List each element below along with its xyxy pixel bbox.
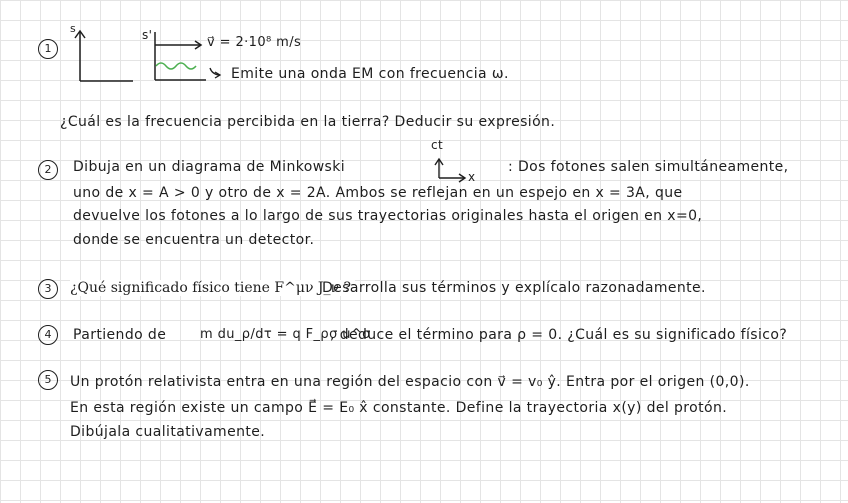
problem-3-printed-question: ¿Qué significado físico tiene F^μν J_ν ? [70, 280, 355, 296]
problem-1-question: ¿Cuál es la frecuencia percibida en la tierra? Deducir su expresión. [60, 114, 556, 130]
problem-2-line-4: donde se encuentra un detector. [73, 232, 315, 248]
wave-icon [156, 63, 196, 69]
problem-2-line-2: uno de x = A > 0 y otro de x = 2A. Ambos se reflejan en un espejo en x = 3A, que [73, 185, 683, 201]
emission-text: Emite una onda EM con frecuencia ω. [231, 66, 509, 82]
problem-3-handwritten: Desarrolla sus términos y explícalo razonadamente. [322, 280, 706, 296]
problem-4-text-b: , deduce el término para ρ = 0. ¿Cuál es su significado físico? [330, 327, 788, 343]
problem-2-line-1a: Dibuja en un diagrama de Minkowski [73, 159, 346, 175]
velocity-label: v⃗ = 2·10⁸ m/s [207, 35, 302, 50]
problem-4-text-a: Partiendo de [73, 327, 167, 343]
problem-5-line-2: En esta región existe un campo E⃗ = E₀ x̂ constante. Define la trayectoria x(y) del protón. [70, 400, 728, 416]
problem-4-number: 4 [38, 325, 58, 345]
problem-5-line-1: Un protón relativista entra en una región del espacio con v⃗ = v₀ ŷ. Entra por el origen (0,0). [70, 374, 750, 390]
frame-s-prime-label: s' [142, 28, 153, 42]
problem-2-line-3: devuelve los fotones a lo largo de sus trayectorias originales hasta el origen en x=0, [73, 208, 703, 224]
minkowski-axes-icon [435, 159, 465, 182]
problem-2-number: 2 [38, 160, 58, 180]
problem-5-line-3: Dibújala cualitativamente. [70, 424, 266, 440]
problem-4-equation: m du_ρ/dτ = q F_ρσ u^σ [200, 327, 371, 342]
problem-3-number: 3 [38, 279, 58, 299]
frame-s-label: s [70, 22, 77, 35]
problem-2-line-1b: : Dos fotones salen simultáneamente, [508, 159, 789, 175]
x-axis-label: x [468, 170, 476, 184]
problem-5-number: 5 [38, 370, 58, 390]
frame-s-axes [75, 31, 133, 81]
problem-1-number: 1 [38, 39, 58, 59]
ct-axis-label: ct [431, 138, 444, 152]
